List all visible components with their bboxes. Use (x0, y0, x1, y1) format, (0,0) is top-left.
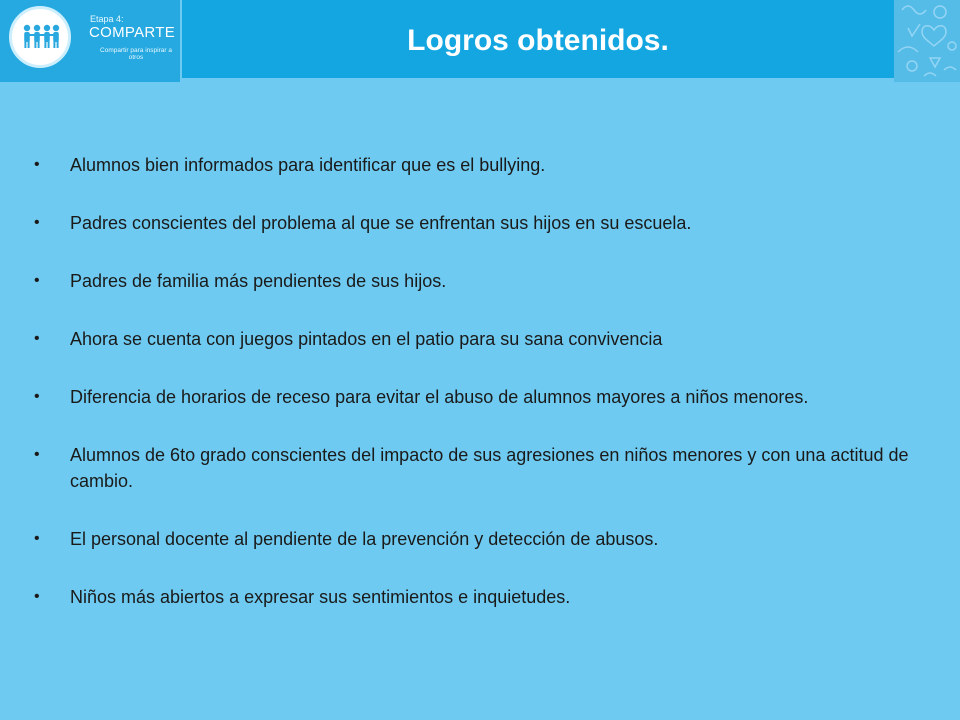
slide-header (0, 0, 960, 80)
list-item: • Diferencia de horarios de receso para evitar el abuso de alumnos mayores a niños menores. (34, 384, 914, 410)
logo-tagline: Compartir para inspirar a otros (100, 47, 172, 61)
logo-stage-label: Etapa 4: (90, 14, 124, 24)
slide-title: Logros obtenidos. (407, 24, 669, 57)
list-item: • Padres de familia más pendientes de sus hijos. (34, 268, 914, 294)
achievements-list (34, 152, 914, 642)
doodle-pattern-icon (894, 0, 960, 82)
logo-brand-name: COMPARTE (89, 24, 176, 41)
title-bar (182, 0, 894, 78)
list-item: • Ahora se cuenta con juegos pintados en el patio para su sana convivencia (34, 326, 914, 352)
list-item: • Alumnos de 6to grado conscientes del impacto de sus agresiones en niños menores y con una actitud de cambio. (34, 442, 914, 494)
children-holding-hands-icon (21, 23, 61, 49)
comparte-logo (0, 0, 180, 82)
list-item: • Padres conscientes del problema al que se enfrentan sus hijos en su escuela. (34, 210, 914, 236)
logo-emblem (9, 6, 71, 68)
list-item: • El personal docente al pendiente de la prevención y detección de abusos. (34, 526, 914, 552)
list-item: • Alumnos bien informados para identificar que es el bullying. (34, 152, 914, 178)
decorative-pattern (894, 0, 960, 82)
list-item: • Niños más abiertos a expresar sus sentimientos e inquietudes. (34, 584, 914, 610)
